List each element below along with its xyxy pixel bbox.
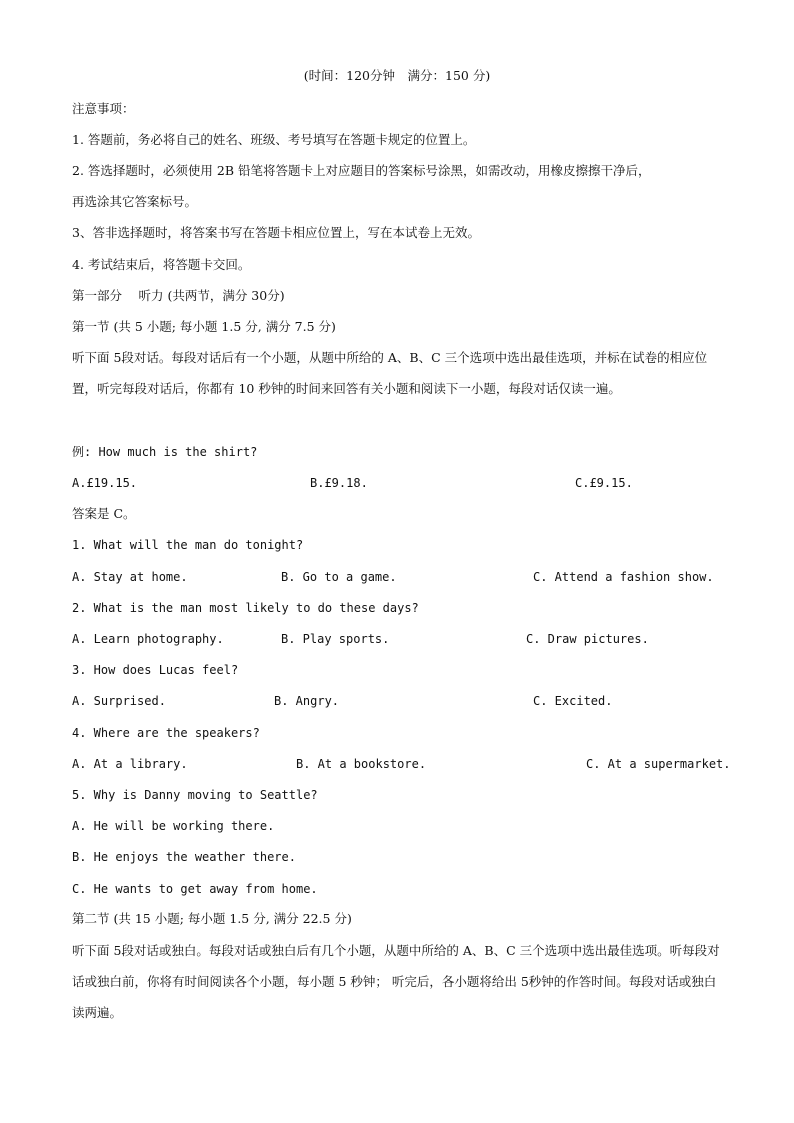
q3-option-c: C. Excited. <box>533 694 613 708</box>
example-answer: 答案是 C。 <box>72 506 136 521</box>
example-option-b: B.£9.18. <box>310 476 368 490</box>
note-item-2: 2. 答选择题时，必须使用 2B 铅笔将答题卡上对应题目的答案标号涂黑，如需改动，用橡皮擦擦干净后， <box>72 163 651 178</box>
section2-title: 第二节 (共 15 小题; 每小题 1.5 分, 满分 22.5 分) <box>72 911 352 926</box>
example-option-a: A.£19.15. <box>72 476 138 490</box>
question-5: 5. Why is Danny moving to Seattle? <box>72 788 318 802</box>
q3-option-b: B. Angry. <box>274 694 340 708</box>
q5-option-c: C. He wants to get away from home. <box>72 882 318 896</box>
question-4: 4. Where are the speakers? <box>72 726 260 740</box>
q4-option-a: A. At a library. <box>72 757 188 771</box>
q2-option-b: B. Play sports. <box>281 632 390 646</box>
question-2: 2. What is the man most likely to do these days? <box>72 601 419 615</box>
time-score-header: (时间：120分钟 满分：150 分) <box>303 68 491 83</box>
example-question: 例: How much is the shirt? <box>72 445 258 459</box>
q2-option-a: A. Learn photography. <box>72 632 224 646</box>
q2-option-c: C. Draw pictures. <box>526 632 649 646</box>
question-3: 3. How does Lucas feel? <box>72 663 239 677</box>
section1-title: 第一节 (共 5 小题; 每小题 1.5 分, 满分 7.5 分) <box>72 319 336 334</box>
note-item-2-cont: 再选涂其它答案标号。 <box>72 194 198 209</box>
q5-option-b: B. He enjoys the weather there. <box>72 850 296 864</box>
question-1: 1. What will the man do tonight? <box>72 538 304 552</box>
note-item-4: 4. 考试结束后，将答题卡交回。 <box>72 257 251 272</box>
q3-option-a: A. Surprised. <box>72 694 166 708</box>
example-option-c: C.£9.15. <box>575 476 633 490</box>
note-item-3: 3、答非选择题时，将答案书写在答题卡相应位置上，写在本试卷上无效。 <box>72 225 480 240</box>
q5-option-a: A. He will be working there. <box>72 819 275 833</box>
part1-title: 第一部分 听力 (共两节，满分 30分) <box>72 288 285 303</box>
notes-title: 注意事项： <box>72 101 135 116</box>
section1-instructions: 听下面 5段对话。每段对话后有一个小题，从题中所给的 A、B、C 三个选项中选出最佳选项，并标在试卷的相应位置，听完每段对话后，你都有 10 秒钟的时间来回答有关小题和阅读下一小题，每段对话仅读一遍。 <box>72 350 708 396</box>
q4-option-c: C. At a supermarket. <box>586 757 731 771</box>
q1-option-c: C. Attend a fashion show. <box>533 570 714 584</box>
section2-instructions: 听下面 5段对话或独白。每段对话或独白后有几个小题，从题中所给的 A、B、C 三个选项中选出最佳选项。听每段对话或独白前，你将有时间阅读各个小题，每小题 5 秒钟； 听完后，各小题将给出 5秒钟的作答时间。每段对话或独白读两遍。 <box>72 943 720 1020</box>
q1-option-b: B. Go to a game. <box>281 570 397 584</box>
q1-option-a: A. Stay at home. <box>72 570 188 584</box>
q4-option-b: B. At a bookstore. <box>296 757 427 771</box>
note-item-1: 1. 答题前，务必将自己的姓名、班级、考号填写在答题卡规定的位置上。 <box>72 132 476 147</box>
